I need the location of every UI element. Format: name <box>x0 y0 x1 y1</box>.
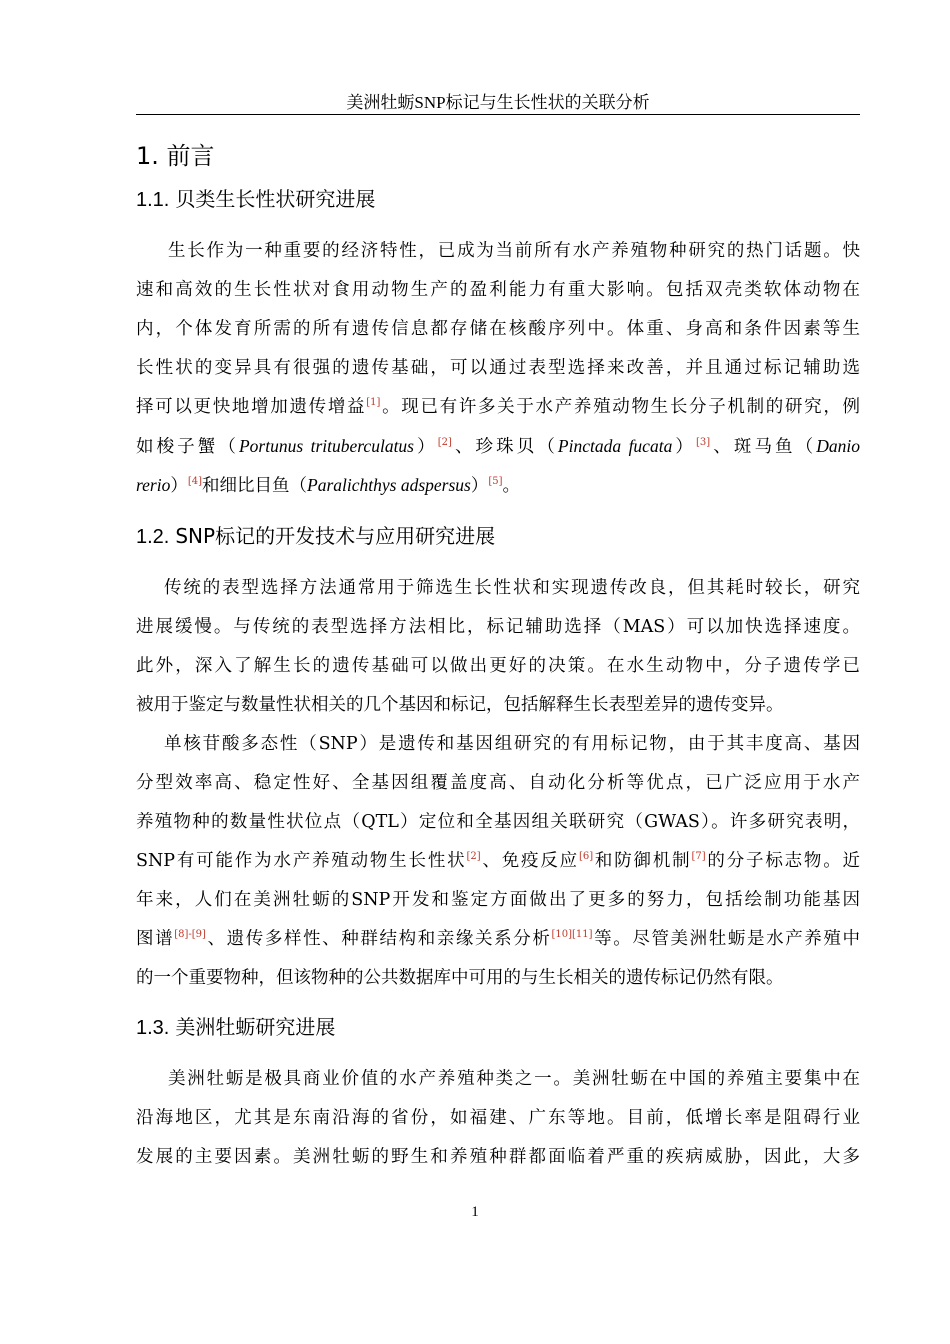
species-name: Portunus trituberculatus <box>238 436 414 456</box>
text-line: 此外，深入了解生长的遗传基础可以做出更好的决策。在水生动物中，分子遗传学已 <box>136 656 860 676</box>
text-run: ） <box>672 437 697 457</box>
text-line: 发展的主要因素。美洲牡蛎的野生和养殖种群都面临着严重的疾病威胁，因此，大多 <box>136 1147 860 1167</box>
section-title: 贝类生长性状研究进展 <box>175 187 376 211</box>
paragraph-snp-intro <box>136 569 860 998</box>
section-heading-1-2 <box>136 523 495 550</box>
text-run: 的分子标志物。近 <box>705 851 860 871</box>
citation-link[interactable]: [8]-[9] <box>174 929 206 941</box>
text-line: 沿海地区，尤其是东南沿海的省份，如福建、广东等地。目前，低增长率是阻碍行业 <box>136 1108 860 1128</box>
text-line: 养殖物种的数量性状位点（QTL）定位和全基因组关联研究（GWAS）。许多研究表明， <box>136 812 860 832</box>
section-number: 1.1. <box>136 189 170 211</box>
text-line: 长性状的变异具有很强的遗传基础，可以通过表型选择来改善，并且通过标记辅助选 <box>136 358 860 378</box>
text-run: ） <box>414 437 438 457</box>
running-header: 美洲牡蛎SNP标记与生长性状的关联分析 <box>346 93 650 112</box>
text-line: 速和高效的生长性状对食用动物生产的盈利能力有重大影响。包括双壳类软体动物在 <box>136 280 860 300</box>
text-run: 、免疫反应 <box>480 851 579 871</box>
citation-link[interactable]: [7] <box>691 851 706 863</box>
text-line: 分型效率高、稳定性好、全基因组覆盖度高、自动化分析等优点，已广泛应用于水产 <box>136 773 860 793</box>
citation-link[interactable]: [6] <box>578 851 594 863</box>
text-run: 、珍珠贝（ <box>451 437 558 457</box>
text-run: 、遗传多样性、种群结构和亲缘关系分析 <box>205 929 552 949</box>
species-name: Pinctada fucata <box>557 436 673 456</box>
citation-link[interactable]: [4] <box>187 476 203 488</box>
species-name: Paralichthys adspersus <box>307 475 471 495</box>
citation-link[interactable]: [2] <box>466 851 481 863</box>
text-line <box>136 388 860 427</box>
species-name: rerio <box>136 475 171 495</box>
text-line: 内，个体发育所需的所有遗传信息都存储在核酸序列中。体重、身高和条件因素等生 <box>136 319 860 339</box>
text-line: 年来，人们在美洲牡蛎的SNP开发和鉴定方面做出了更多的努力，包括绘制功能基因 <box>136 890 860 910</box>
text-run: 图谱 <box>136 929 175 949</box>
citation-link[interactable]: [5] <box>488 476 503 488</box>
text-run: 和防御机制 <box>593 851 692 871</box>
section-title: 美洲牡蛎研究进展 <box>175 1015 336 1039</box>
citation-link[interactable]: [10][11] <box>551 929 593 941</box>
text-run: 等。尽管美洲牡蛎是水产养殖中 <box>592 929 860 949</box>
text-run: 。现已有许多关于水产养殖动物生长分子机制的研究，例 <box>380 397 860 417</box>
header-rule <box>136 114 860 115</box>
text-line: 被用于鉴定与数量性状相关的几个基因和标记，包括解释生长表型差异的遗传变异。 <box>136 695 784 715</box>
text-line <box>136 920 860 959</box>
species-name: Danio <box>816 436 860 456</box>
section-number: 1.3. <box>136 1017 170 1039</box>
text-line: 的一个重要物种，但该物种的公共数据库中可用的与生长相关的遗传标记仍然有限。 <box>136 968 784 988</box>
text-run: 和细比目鱼（ <box>202 476 308 496</box>
text-run: 如梭子蟹（ <box>136 437 239 457</box>
citation-link[interactable]: [3] <box>696 437 711 449</box>
section-heading-1-3 <box>136 1014 335 1041</box>
section-title: SNP标记的开发技术与应用研究进展 <box>175 524 496 548</box>
section-number: 1.2. <box>136 526 170 548</box>
section-heading-1-1 <box>136 186 375 213</box>
text-run: 、斑马鱼（ <box>710 437 817 457</box>
text-line: 进展缓慢。与传统的表型选择方法相比，标记辅助选择（MAS）可以加快选择速度。 <box>136 617 860 637</box>
paragraph-oyster <box>136 1060 860 1177</box>
citation-link[interactable]: [1] <box>366 397 381 409</box>
text-line: 单核苷酸多态性（SNP）是遗传和基因组研究的有用标记物，由于其丰度高、基因 <box>164 734 860 754</box>
text-line <box>136 842 860 881</box>
text-line <box>136 466 860 505</box>
citation-link[interactable]: [2] <box>437 437 452 449</box>
paragraph-growth-traits <box>136 232 860 505</box>
text-run: 。 <box>502 476 521 496</box>
text-run: ） <box>470 476 489 496</box>
text-line <box>136 427 860 466</box>
text-line: 美洲牡蛎是极具商业价值的水产养殖种类之一。美洲牡蛎在中国的养殖主要集中在 <box>168 1069 860 1089</box>
page-number: 1 <box>471 1204 479 1220</box>
chapter-heading: 1. 前言 <box>136 142 215 170</box>
text-run: SNP有可能作为水产养殖动物生长性状 <box>136 851 467 871</box>
text-run: ） <box>170 476 188 496</box>
text-line: 传统的表型选择方法通常用于筛选生长性状和实现遗传改良，但其耗时较长，研究 <box>164 578 860 598</box>
text-run: 择可以更快地增加遗传增益 <box>136 397 367 417</box>
text-line: 生长作为一种重要的经济特性，已成为当前所有水产养殖物种研究的热门话题。快 <box>168 241 860 261</box>
